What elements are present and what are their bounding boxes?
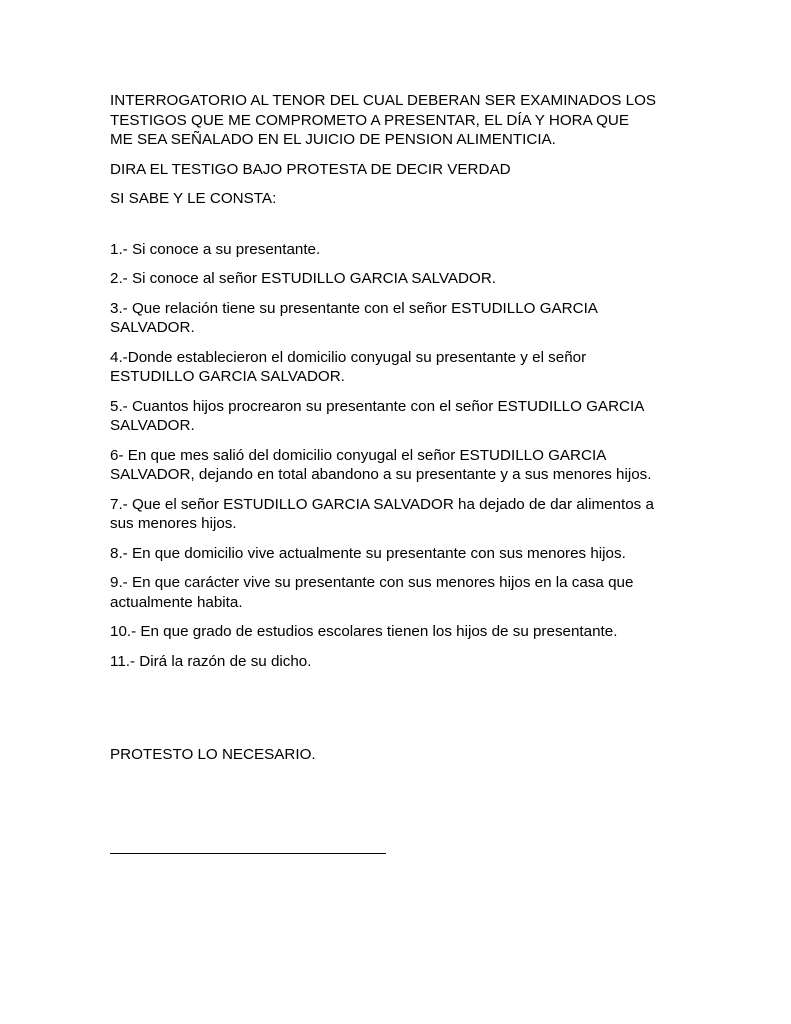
question-item: 2.- Si conoce al señor ESTUDILLO GARCIA SALVADOR. [110, 270, 497, 287]
intro-question-prompt: SI SABE Y LE CONSTA: [110, 190, 277, 207]
spacer [110, 219, 710, 240]
question-item: 8.- En que domicilio vive actualmente su presentante con sus menores hijos. [110, 544, 626, 562]
question-item: 3.- Que relación tiene su presentante con el señor ESTUDILLO GARCIA SALVADOR. [110, 299, 598, 336]
question-list [110, 240, 710, 672]
question-item: 9.- En que carácter vive su presentante con sus menores hijos en la casa que actualmente habita. [110, 574, 634, 611]
question-item: 10.- En que grado de estudios escolares tienen los hijos de su presentante. [110, 623, 618, 640]
document-header: INTERROGATORIO AL TENOR DEL CUAL DEBERAN SER EXAMINADOS LOS TESTIGOS QUE ME COMPROMETO A PRESENTAR, EL DÍA Y HORA QUE ME SEA SEÑALADO EN EL JUICIO DE PENSION ALIMENTICIA. [110, 92, 657, 148]
closing-statement: PROTESTO LO NECESARIO. [110, 746, 316, 763]
question-item: 11.- Dirá la razón de su dicho. [110, 652, 312, 670]
question-item: 1.- Si conoce a su presentante. [110, 240, 321, 258]
spacer [110, 681, 710, 745]
question-item: 6- En que mes salió del domicilio conyugal el señor ESTUDILLO GARCIA SALVADOR, dejando en total abandono a su presentante y a sus menores hijos. [110, 446, 652, 483]
question-item: 7.- Que el señor ESTUDILLO GARCIA SALVADOR ha dejado de dar alimentos a sus menores hijos. [110, 495, 654, 532]
intro-statement: DIRA EL TESTIGO BAJO PROTESTA DE DECIR VERDAD [110, 160, 511, 178]
document-page [110, 91, 710, 765]
question-item: 5.- Cuantos hijos procrearon su presentante con el señor ESTUDILLO GARCIA SALVADOR. [110, 397, 645, 434]
signature-line [110, 853, 386, 854]
question-item: 4.-Donde establecieron el domicilio conyugal su presentante y el señor ESTUDILLO GARCIA SALVADOR. [110, 348, 587, 385]
